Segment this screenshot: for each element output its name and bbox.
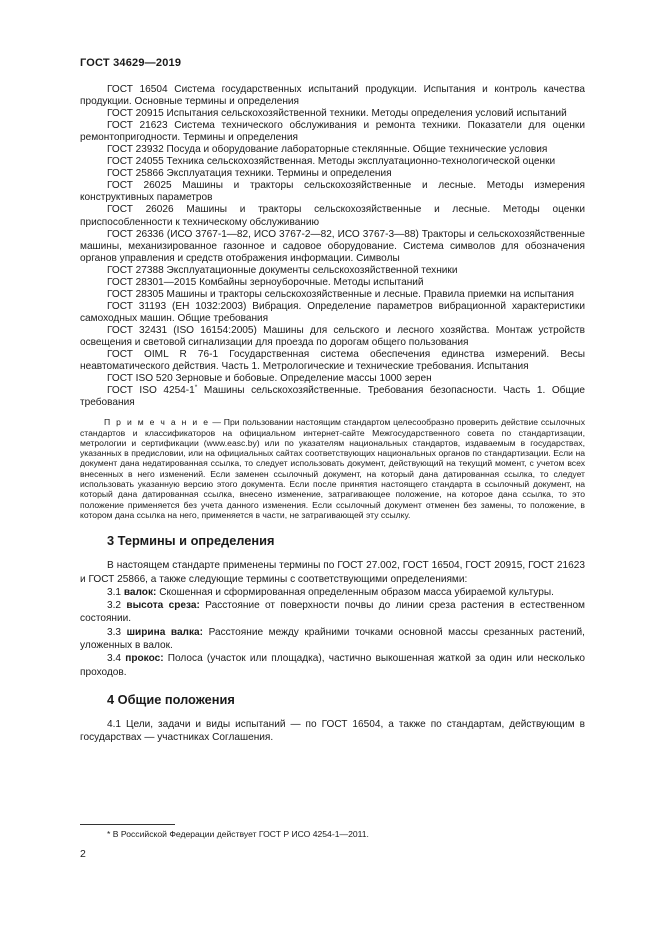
reference-item-iso4254 <box>80 385 585 409</box>
reference-item: ГОСТ 31193 (ЕН 1032:2003) Вибрация. Определение параметров вибрационной характеристики самоходных машин. Общие требования <box>80 300 585 324</box>
footnote-marker: * <box>194 384 198 392</box>
term-definition: 3.4 прокос: Полоса (участок или площадка), частично выкошенная жаткой за один или несколько проходов. <box>80 653 585 678</box>
section-3-heading: 3 Термины и определения <box>107 533 275 549</box>
reference-item: ГОСТ 21623 Система технического обслуживания и ремонта техники. Показатели для оценки ремонтопригодности. Термины и определения <box>80 120 585 144</box>
term-definition: 3.3 ширина валка: Расстояние между крайними точками основной массы срезанных растений, уложенных в валок. <box>80 626 585 652</box>
note-block <box>80 417 585 520</box>
term-name: ширина валка: <box>126 626 203 638</box>
section-4 <box>80 692 585 745</box>
section-4-paragraph: 4.1 Цели, задачи и виды испытаний — по ГОСТ 16504, а также по стандартам, действующим в государствах — участниках Соглашения. <box>80 718 585 744</box>
page-number: 2 <box>80 848 86 860</box>
term-def: Скошенная и сформированная определенным образом масса убираемой культуры. <box>156 586 554 598</box>
reference-item: ГОСТ 28301—2015 Комбайны зерноуборочные. Методы испытаний <box>107 276 424 288</box>
reference-item: ГОСТ 25866 Эксплуатация техники. Термины и определения <box>107 168 392 180</box>
term-def: Расстояние между крайними точками основной массы срезанных растений, уложенных в валок. <box>80 626 585 652</box>
reference-item: ГОСТ ISO 520 Зерновые и бобовые. Определение массы 1000 зерен <box>107 373 432 385</box>
term-name: прокос: <box>125 653 164 665</box>
reference-item: ГОСТ 27388 Эксплуатационные документы сельскохозяйственной техники <box>107 264 458 276</box>
footnote-separator <box>80 824 175 825</box>
footnote <box>80 829 585 840</box>
reference-item: ГОСТ 26025 Машины и тракторы сельскохозяйственные и лесные. Методы измерения конструктивных параметров <box>80 180 585 204</box>
section-3-intro: В настоящем стандарте применены термины по ГОСТ 27.002, ГОСТ 16504, ГОСТ 20915, ГОСТ 21623 и ГОСТ 25866, а также следующие термины с соответствующими определениями: <box>80 560 585 585</box>
reference-item: ГОСТ 24055 Техника сельскохозяйственная. Методы эксплуатационно-технологической оценки <box>107 156 556 168</box>
term-definition: 3.1 валок: Скошенная и сформированная определенным образом масса убираемой культуры. <box>107 586 554 598</box>
section-4-heading: 4 Общие положения <box>107 691 235 707</box>
note-text: — При пользовании настоящим стандартом целесообразно проверить действие ссылочных стандартов и классификаторов на официальном интернет-сайте Межгосударственного совета по стандартизации, метрологии и сертификации (www.easc.by) или по указателям национальных стандартов, издаваемым в государствах, указанных в предисловии, или на официальных сайтах соответствующих национальных органов по стандартизации. Если на документ дана недатированная ссылка, то следует использовать документ, действующий на текущий момент, с учетом всех внесенных в него изменений. Если заменен ссылочный документ, на который дана датированная ссылка, то следует использовать указанную версию этого документа. Если после принятия настоящего стандарта в ссылочный документ, на который дана датированная ссылка, внесено изменение, затрагивающее положение, на которое дана ссылка, то это положение применяется без учета данного изменения. Если ссылочный документ отменен без замены, то положение, в котором дана ссылка на него, применяется в части, не затрагивающей эту ссылку. <box>80 417 586 520</box>
note-label: П р и м е ч а н и е <box>104 417 210 428</box>
reference-item: ГОСТ 26026 Машины и тракторы сельскохозяйственные и лесные. Методы оценки приспособленности к техническому обслуживанию <box>80 204 585 228</box>
normative-references-list <box>80 84 585 409</box>
reference-item: ГОСТ 23932 Посуда и оборудование лабораторные стеклянные. Общие технические условия <box>107 144 548 156</box>
reference-item: ГОСТ 32431 (ISO 16154:2005) Машины для сельского и лесного хозяйства. Монтаж устройств освещения и световой сигнализации для проезда по дорогам общего пользования <box>80 324 585 348</box>
term-def: Расстояние от поверхности почвы до линии среза растения в естественном состоянии. <box>80 600 585 625</box>
footnote-marker: * <box>107 829 111 839</box>
term-definition: 3.2 высота среза: Расстояние от поверхности почвы до линии среза растения в естественном состоянии. <box>80 600 585 625</box>
page-body <box>80 84 585 745</box>
term-name: высота среза: <box>126 600 200 612</box>
footnote-text: В Российской Федерации действует ГОСТ Р ИСО 4254-1—2011. <box>110 829 369 839</box>
reference-item: ГОСТ 16504 Система государственных испытаний продукции. Испытания и контроль качества продукции. Основные термины и определения <box>80 84 585 108</box>
reference-item: ГОСТ 28305 Машины и тракторы сельскохозяйственные и лесные. Правила приемки на испытания <box>107 288 574 300</box>
section-3 <box>80 533 585 679</box>
reference-text: Машины сельскохозяйственные. Требования безопасности. Часть 1. Общие требования <box>80 385 586 409</box>
reference-item: ГОСТ 20915 Испытания сельскохозяйственной техники. Методы определения условий испытаний <box>107 108 567 120</box>
reference-code: ГОСТ ISO 4254-1 <box>107 385 195 397</box>
reference-item: ГОСТ OIML R 76-1 Государственная система обеспечения единства измерений. Весы неавтоматического действия. Часть 1. Метрологические и технические требования. Испытания <box>80 349 585 373</box>
term-name: валок: <box>123 586 157 598</box>
document-header: ГОСТ 34629—2019 <box>80 57 182 69</box>
reference-item: ГОСТ 26336 (ИСО 3767-1—82, ИСО 3767-2—82, ИСО 3767-3—88) Тракторы и сельскохозяйственные машины, механизированное газонное и садовое оборудование. Система символов для обозначения органов управления и средств отображения информации. Символы <box>80 228 585 264</box>
term-def: Полоса (участок или площадка), частично выкошенная жаткой за один или несколько проходов. <box>80 653 585 678</box>
